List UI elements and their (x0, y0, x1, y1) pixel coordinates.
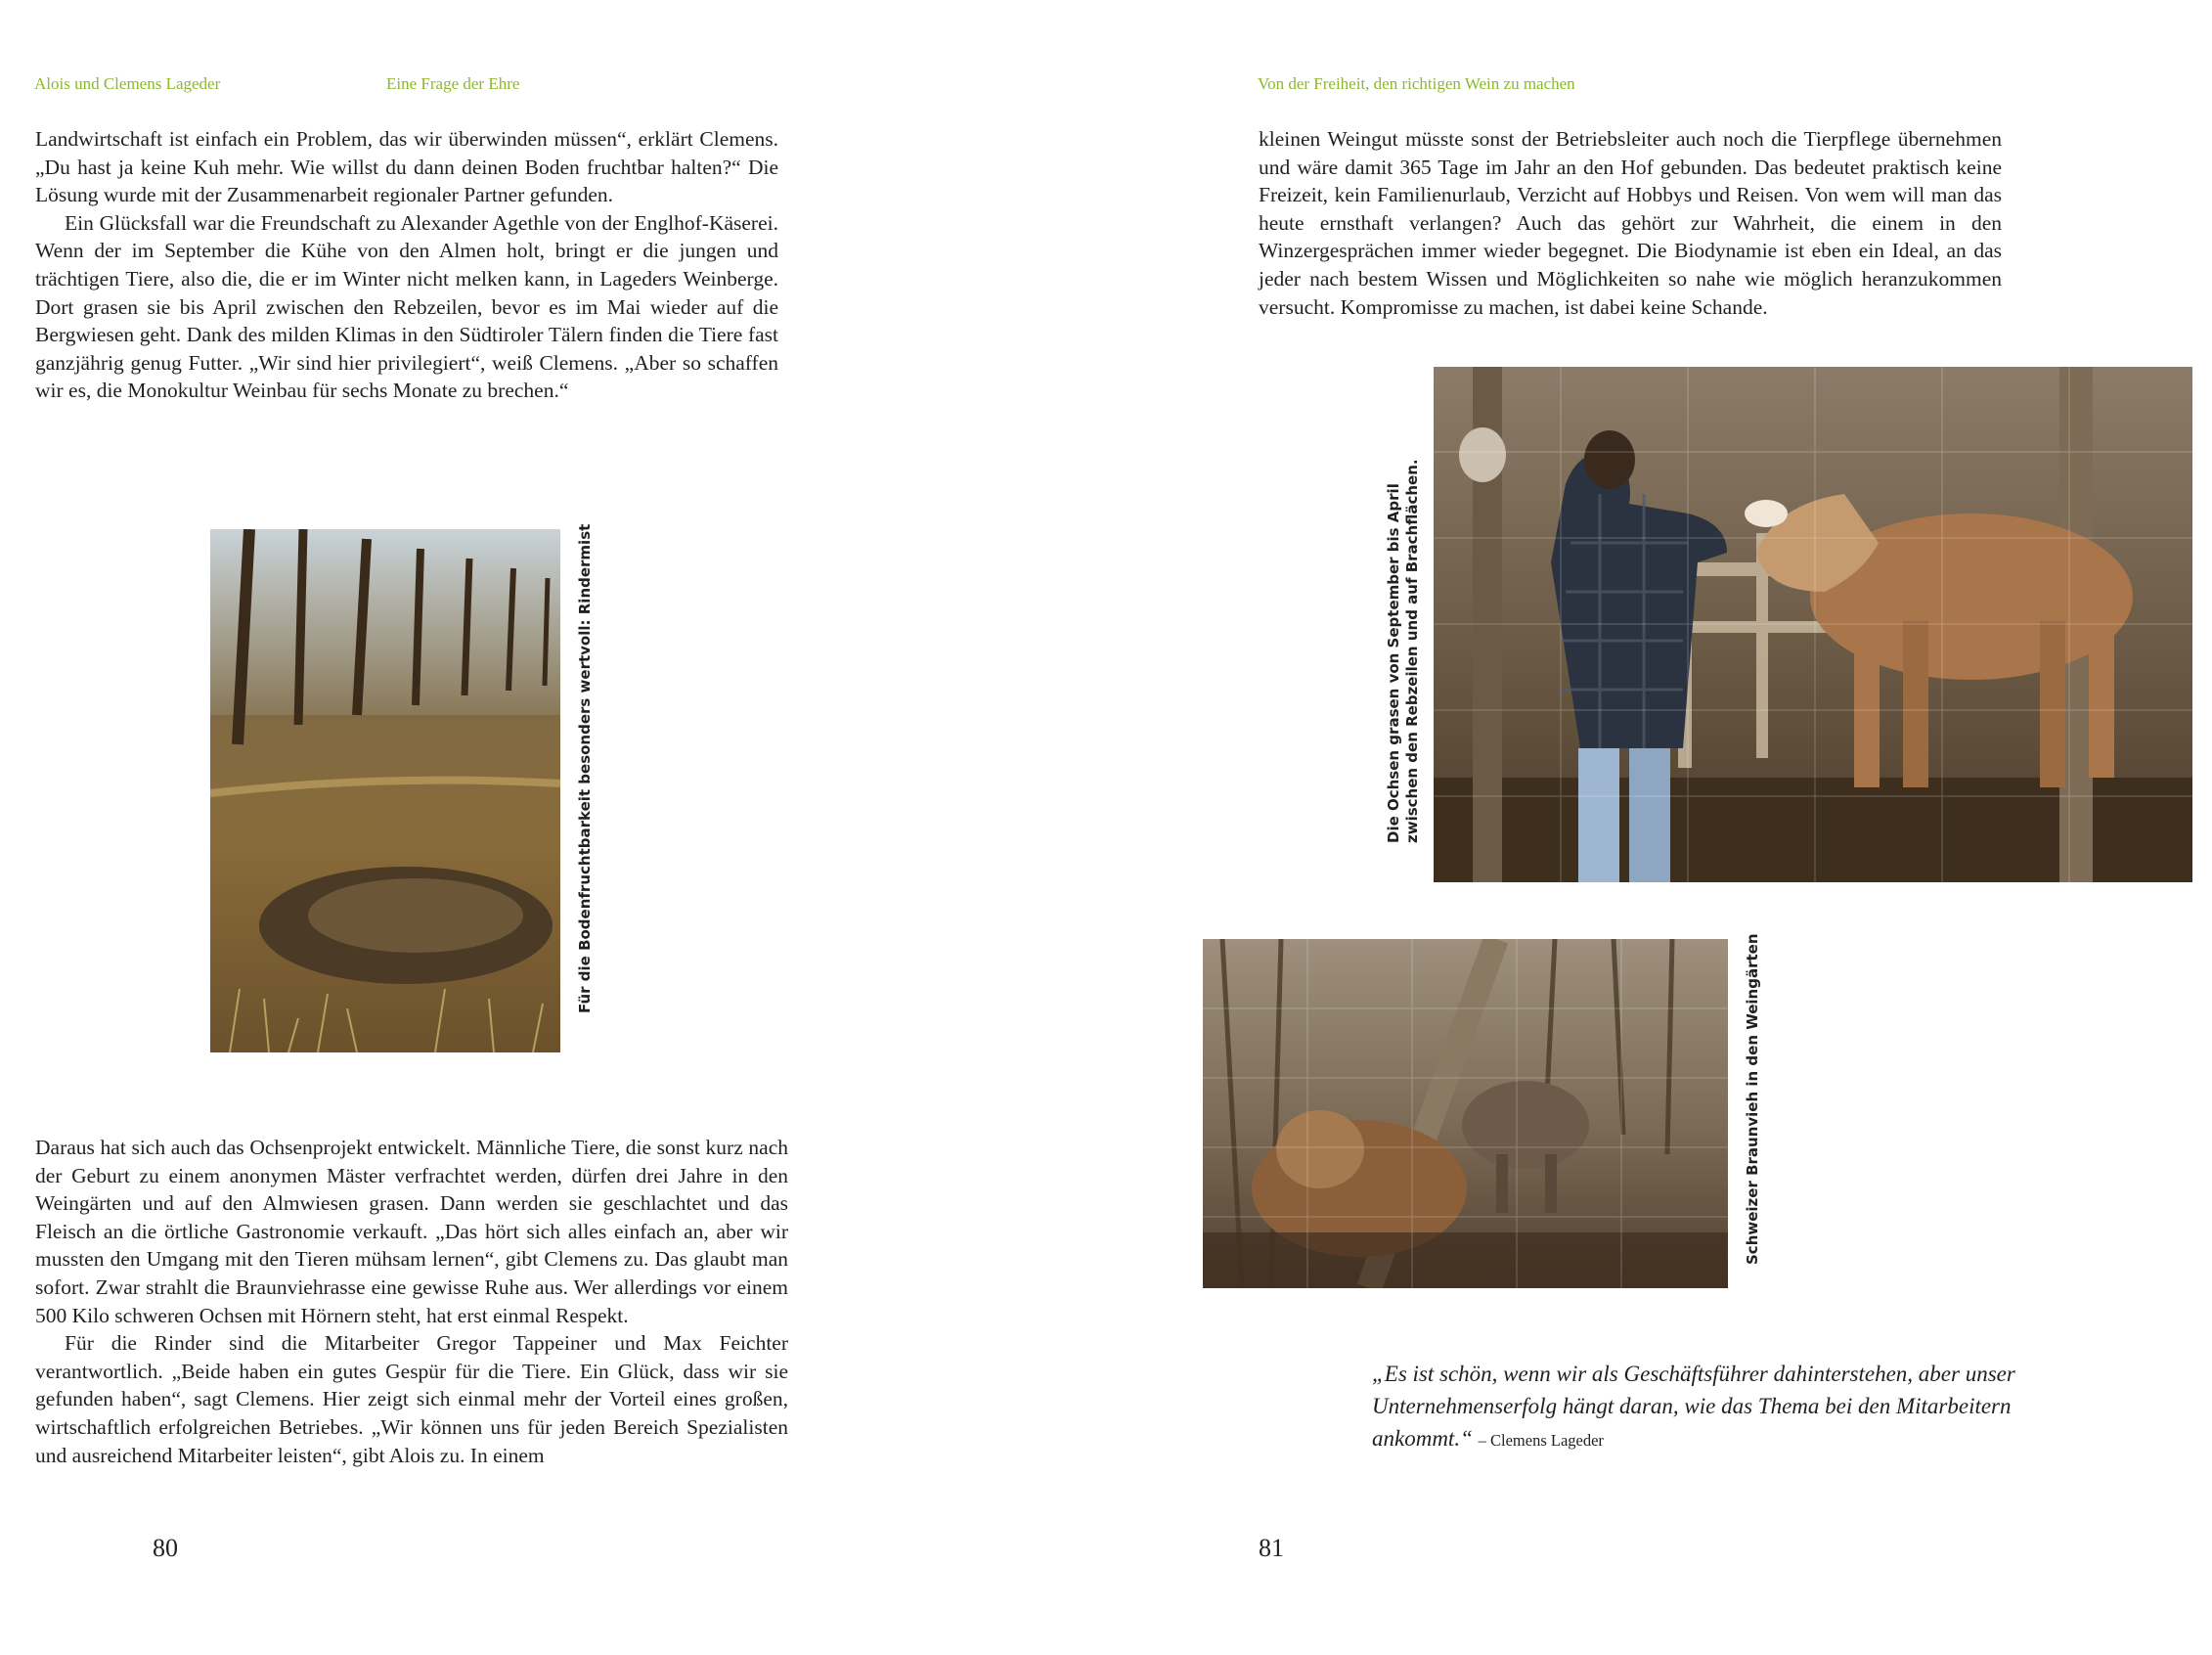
photo-caption: Für die Bodenfruchtbarkeit besonders wertvoll: Rindermist (576, 523, 594, 1013)
quote-attribution: – Clemens Lageder (1478, 1431, 1604, 1450)
paragraph: kleinen Weingut müsste sonst der Betriebsleiter auch noch die Tierpflege übernehmen und wäre damit 365 Tage im Jahr an den Hof gebunden. Das bedeutet praktisch keine Freizeit, kein Familienurlaub, Verzicht auf Hobbys und Reisen. Von wem will man das heute ernsthaft verlangen? Auch das gehört zur Wahrheit, die einem in den Winzergesprächen immer wieder begegnet. Die Biodynamie ist eben ein Ideal, an das jeder nach bestem Wissen und Möglichkeiten so nahe wie möglich heranzukommen versucht. Kompromisse zu machen, ist dabei keine Schande. (1259, 127, 2002, 319)
brown-cattle-image (1203, 939, 1728, 1288)
body-text-lower (35, 1134, 788, 1469)
vineyard-ground-image (210, 529, 560, 1052)
quote-text: „Es ist schön, wenn wir als Geschäftsführer dahinterstehen, aber unser Unternehmenserfolg hängt daran, wie das Thema bei den Mitarbeitern ankommt.“ (1372, 1362, 2015, 1451)
photo2-caption: Schweizer Braunvieh in den Weingärten (1744, 933, 1761, 1265)
pull-quote (1372, 1358, 2057, 1456)
running-head: Von der Freiheit, den richtigen Wein zu machen (1258, 74, 1575, 93)
paragraph: Daraus hat sich auch das Ochsenprojekt entwickelt. Männliche Tiere, die sonst kurz nach der Geburt zu einem anonymen Mäster verfrachtet werden, dürfen drei Jahre in den Weingärten und auf den Almwiesen grasen. Dann werden sie geschlachtet und das Fleisch an die örtliche Gastronomie verkauft. „Das hört sich alles einfach an, aber wir mussten den Umgang mit den Tieren mühsam lernen“, gibt Clemens zu. Das glaubt man sofort. Zwar strahlt die Braunviehrasse eine gewisse Ruhe aus. Wer allerdings vor einem 500 Kilo schweren Ochsen mit Hörnern steht, hat erst einmal Respekt. (35, 1136, 788, 1327)
running-head-chapter: Eine Frage der Ehre (386, 74, 520, 93)
page-number: 80 (153, 1534, 178, 1562)
running-head-author: Alois und Clemens Lageder (34, 74, 221, 93)
body-text-upper (35, 125, 778, 405)
photo-man-petting-cow (1434, 367, 2192, 882)
paragraph: Ein Glücksfall war die Freundschaft zu Alexander Agethle von der Englhof-Käserei. Wenn der im September die Kühe von den Almen holt, bringt er die jungen und trächtigen Tiere, also die, die er im Winter nicht melken kann, in Lageders Weinberge. Dort grasen sie bis April zwischen den Rebzeilen, bevor es im Mai wieder auf die Bergwiesen geht. Dank des milden Klimas in den Südtiroler Tälern finden die Tiere fast ganzjährig genug Futter. „Wir sind hier privilegiert“, weiß Clemens. „Aber so schaffen wir es, die Monokultur Weinbau für sechs Monate zu brechen.“ (35, 210, 778, 403)
photo-cow-manure (210, 529, 560, 1052)
man-with-cow-image (1434, 367, 2192, 882)
paragraph: Landwirtschaft ist einfach ein Problem, das wir überwinden müssen“, erklärt Clemens. „Du hast ja keine Kuh mehr. Wie willst du dann deinen Boden fruchtbar halten?“ Die Lösung wurde mit der Zusammenarbeit regionaler Partner gefunden. (35, 127, 778, 207)
photo-cattle-in-vineyard (1203, 939, 1728, 1288)
page-number: 81 (1259, 1534, 1284, 1562)
photo1-caption: Die Ochsen grasen von September bis April zwischen den Rebzeilen und auf Brachflächen. (1385, 459, 1421, 843)
paragraph: Für die Rinder sind die Mitarbeiter Gregor Tappeiner und Max Feichter verantwortlich. „Beide haben ein gutes Gespür für die Tiere. Ein Glück, dass wir sie gefunden haben“, sagt Clemens. Hier zeigt sich einmal mehr der Vorteil eines großen, wirtschaftlich erfolgreichen Betriebes. „Wir können uns für jeden Bereich Spezialisten und ausreichend Mitarbeiter leisten“, gibt Alois zu. In einem (35, 1331, 788, 1467)
body-text (1259, 125, 2002, 321)
